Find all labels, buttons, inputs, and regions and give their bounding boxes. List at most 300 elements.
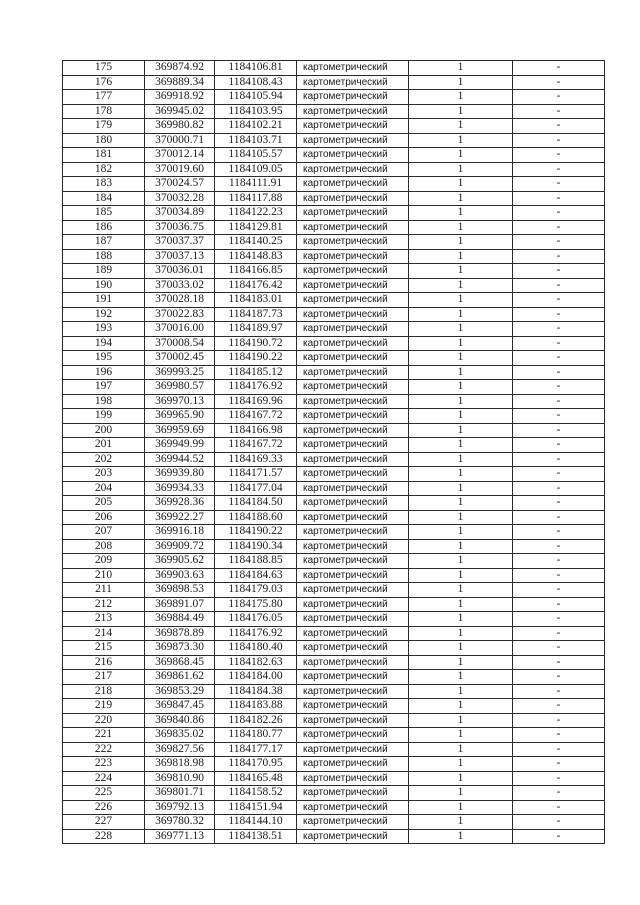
y-coordinate-cell: 1184184.50 [215, 496, 297, 511]
dash-cell: - [513, 829, 605, 844]
dash-cell: - [513, 336, 605, 351]
point-number-cell: 193 [63, 322, 145, 337]
accuracy-cell: 1 [409, 496, 513, 511]
dash-cell: - [513, 670, 605, 685]
point-number-cell: 228 [63, 829, 145, 844]
accuracy-cell: 1 [409, 148, 513, 163]
accuracy-cell: 1 [409, 626, 513, 641]
point-number-cell: 222 [63, 742, 145, 757]
accuracy-cell: 1 [409, 539, 513, 554]
table-row [63, 177, 605, 192]
method-cell: картометрический [297, 612, 409, 627]
dash-cell: - [513, 481, 605, 496]
y-coordinate-cell: 1184175.80 [215, 597, 297, 612]
accuracy-cell: 1 [409, 510, 513, 525]
x-coordinate-cell: 370033.02 [145, 278, 215, 293]
table-row [63, 757, 605, 772]
method-cell: картометрический [297, 641, 409, 656]
table-row [63, 771, 605, 786]
method-cell: картометрический [297, 220, 409, 235]
accuracy-cell: 1 [409, 670, 513, 685]
table-row [63, 162, 605, 177]
point-number-cell: 190 [63, 278, 145, 293]
x-coordinate-cell: 369944.52 [145, 452, 215, 467]
dash-cell: - [513, 452, 605, 467]
accuracy-cell: 1 [409, 380, 513, 395]
accuracy-cell: 1 [409, 336, 513, 351]
table-row [63, 481, 605, 496]
method-cell: картометрический [297, 162, 409, 177]
method-cell: картометрический [297, 655, 409, 670]
method-cell: картометрический [297, 481, 409, 496]
dash-cell: - [513, 467, 605, 482]
dash-cell: - [513, 423, 605, 438]
method-cell: картометрический [297, 119, 409, 134]
x-coordinate-cell: 369993.25 [145, 365, 215, 380]
table-row [63, 452, 605, 467]
point-number-cell: 199 [63, 409, 145, 424]
dash-cell: - [513, 206, 605, 221]
x-coordinate-cell: 369949.99 [145, 438, 215, 453]
y-coordinate-cell: 1184184.63 [215, 568, 297, 583]
table-row [63, 829, 605, 844]
x-coordinate-cell: 369884.49 [145, 612, 215, 627]
dash-cell: - [513, 293, 605, 308]
x-coordinate-cell: 369980.57 [145, 380, 215, 395]
method-cell: картометрический [297, 771, 409, 786]
dash-cell: - [513, 191, 605, 206]
x-coordinate-cell: 370032.28 [145, 191, 215, 206]
table-row [63, 293, 605, 308]
x-coordinate-cell: 369889.34 [145, 75, 215, 90]
method-cell: картометрический [297, 336, 409, 351]
x-coordinate-cell: 369905.62 [145, 554, 215, 569]
method-cell: картометрический [297, 235, 409, 250]
point-number-cell: 204 [63, 481, 145, 496]
dash-cell: - [513, 177, 605, 192]
y-coordinate-cell: 1184167.72 [215, 409, 297, 424]
dash-cell: - [513, 438, 605, 453]
y-coordinate-cell: 1184188.85 [215, 554, 297, 569]
point-number-cell: 219 [63, 699, 145, 714]
method-cell: картометрический [297, 800, 409, 815]
point-number-cell: 221 [63, 728, 145, 743]
accuracy-cell: 1 [409, 815, 513, 830]
point-number-cell: 209 [63, 554, 145, 569]
y-coordinate-cell: 1184182.63 [215, 655, 297, 670]
point-number-cell: 188 [63, 249, 145, 264]
x-coordinate-cell: 369771.13 [145, 829, 215, 844]
y-coordinate-cell: 1184176.92 [215, 626, 297, 641]
dash-cell: - [513, 220, 605, 235]
table-row [63, 742, 605, 757]
y-coordinate-cell: 1184117.88 [215, 191, 297, 206]
point-number-cell: 183 [63, 177, 145, 192]
point-number-cell: 224 [63, 771, 145, 786]
table-row [63, 380, 605, 395]
y-coordinate-cell: 1184144.10 [215, 815, 297, 830]
y-coordinate-cell: 1184169.96 [215, 394, 297, 409]
accuracy-cell: 1 [409, 220, 513, 235]
dash-cell: - [513, 684, 605, 699]
x-coordinate-cell: 369874.92 [145, 61, 215, 76]
method-cell: картометрический [297, 757, 409, 772]
x-coordinate-cell: 369810.90 [145, 771, 215, 786]
accuracy-cell: 1 [409, 641, 513, 656]
y-coordinate-cell: 1184109.05 [215, 162, 297, 177]
accuracy-cell: 1 [409, 235, 513, 250]
point-number-cell: 194 [63, 336, 145, 351]
accuracy-cell: 1 [409, 394, 513, 409]
x-coordinate-cell: 370036.75 [145, 220, 215, 235]
table-row [63, 119, 605, 134]
point-number-cell: 180 [63, 133, 145, 148]
dash-cell: - [513, 133, 605, 148]
x-coordinate-cell: 369934.33 [145, 481, 215, 496]
method-cell: картометрический [297, 249, 409, 264]
table-row [63, 220, 605, 235]
table-row [63, 148, 605, 163]
table-row [63, 235, 605, 250]
point-number-cell: 187 [63, 235, 145, 250]
accuracy-cell: 1 [409, 452, 513, 467]
x-coordinate-cell: 369922.27 [145, 510, 215, 525]
y-coordinate-cell: 1184166.98 [215, 423, 297, 438]
table-row [63, 612, 605, 627]
point-number-cell: 203 [63, 467, 145, 482]
table-row [63, 394, 605, 409]
accuracy-cell: 1 [409, 90, 513, 105]
table-row [63, 641, 605, 656]
method-cell: картометрический [297, 104, 409, 119]
method-cell: картометрический [297, 626, 409, 641]
method-cell: картометрический [297, 351, 409, 366]
dash-cell: - [513, 641, 605, 656]
y-coordinate-cell: 1184165.48 [215, 771, 297, 786]
table-row [63, 670, 605, 685]
dash-cell: - [513, 119, 605, 134]
x-coordinate-cell: 369801.71 [145, 786, 215, 801]
y-coordinate-cell: 1184189.97 [215, 322, 297, 337]
dash-cell: - [513, 380, 605, 395]
dash-cell: - [513, 90, 605, 105]
y-coordinate-cell: 1184183.88 [215, 699, 297, 714]
y-coordinate-cell: 1184190.22 [215, 351, 297, 366]
table-row [63, 510, 605, 525]
method-cell: картометрический [297, 206, 409, 221]
point-number-cell: 181 [63, 148, 145, 163]
y-coordinate-cell: 1184105.57 [215, 148, 297, 163]
point-number-cell: 200 [63, 423, 145, 438]
table-row [63, 409, 605, 424]
method-cell: картометрический [297, 742, 409, 757]
point-number-cell: 225 [63, 786, 145, 801]
method-cell: картометрический [297, 365, 409, 380]
x-coordinate-cell: 369840.86 [145, 713, 215, 728]
table-row [63, 61, 605, 76]
accuracy-cell: 1 [409, 423, 513, 438]
y-coordinate-cell: 1184167.72 [215, 438, 297, 453]
method-cell: картометрический [297, 496, 409, 511]
x-coordinate-cell: 370024.57 [145, 177, 215, 192]
x-coordinate-cell: 369868.45 [145, 655, 215, 670]
point-number-cell: 227 [63, 815, 145, 830]
x-coordinate-cell: 369980.82 [145, 119, 215, 134]
x-coordinate-cell: 370000.71 [145, 133, 215, 148]
dash-cell: - [513, 264, 605, 279]
x-coordinate-cell: 369847.45 [145, 699, 215, 714]
y-coordinate-cell: 1184103.71 [215, 133, 297, 148]
x-coordinate-cell: 370012.14 [145, 148, 215, 163]
y-coordinate-cell: 1184169.33 [215, 452, 297, 467]
dash-cell: - [513, 496, 605, 511]
y-coordinate-cell: 1184177.04 [215, 481, 297, 496]
method-cell: картометрический [297, 177, 409, 192]
method-cell: картометрический [297, 568, 409, 583]
dash-cell: - [513, 539, 605, 554]
point-number-cell: 212 [63, 597, 145, 612]
table-row [63, 684, 605, 699]
x-coordinate-cell: 369861.62 [145, 670, 215, 685]
accuracy-cell: 1 [409, 75, 513, 90]
y-coordinate-cell: 1184182.26 [215, 713, 297, 728]
y-coordinate-cell: 1184180.40 [215, 641, 297, 656]
table-row [63, 90, 605, 105]
y-coordinate-cell: 1184148.83 [215, 249, 297, 264]
method-cell: картометрический [297, 322, 409, 337]
point-number-cell: 197 [63, 380, 145, 395]
point-number-cell: 210 [63, 568, 145, 583]
table-row [63, 554, 605, 569]
point-number-cell: 223 [63, 757, 145, 772]
x-coordinate-cell: 369853.29 [145, 684, 215, 699]
y-coordinate-cell: 1184106.81 [215, 61, 297, 76]
coordinates-table [62, 60, 605, 844]
point-number-cell: 216 [63, 655, 145, 670]
point-number-cell: 215 [63, 641, 145, 656]
dash-cell: - [513, 365, 605, 380]
table-row [63, 307, 605, 322]
point-number-cell: 177 [63, 90, 145, 105]
table-row [63, 539, 605, 554]
method-cell: картометрический [297, 728, 409, 743]
method-cell: картометрический [297, 438, 409, 453]
point-number-cell: 195 [63, 351, 145, 366]
point-number-cell: 206 [63, 510, 145, 525]
table-row [63, 815, 605, 830]
method-cell: картометрический [297, 525, 409, 540]
method-cell: картометрический [297, 380, 409, 395]
y-coordinate-cell: 1184102.21 [215, 119, 297, 134]
accuracy-cell: 1 [409, 742, 513, 757]
point-number-cell: 201 [63, 438, 145, 453]
point-number-cell: 196 [63, 365, 145, 380]
coordinates-table-body [63, 61, 605, 844]
dash-cell: - [513, 815, 605, 830]
dash-cell: - [513, 786, 605, 801]
method-cell: картометрический [297, 61, 409, 76]
method-cell: картометрический [297, 597, 409, 612]
y-coordinate-cell: 1184138.51 [215, 829, 297, 844]
accuracy-cell: 1 [409, 568, 513, 583]
y-coordinate-cell: 1184176.05 [215, 612, 297, 627]
table-row [63, 786, 605, 801]
x-coordinate-cell: 370022.83 [145, 307, 215, 322]
method-cell: картометрический [297, 467, 409, 482]
point-number-cell: 189 [63, 264, 145, 279]
accuracy-cell: 1 [409, 278, 513, 293]
y-coordinate-cell: 1184176.92 [215, 380, 297, 395]
accuracy-cell: 1 [409, 467, 513, 482]
x-coordinate-cell: 369945.02 [145, 104, 215, 119]
accuracy-cell: 1 [409, 104, 513, 119]
table-row [63, 626, 605, 641]
x-coordinate-cell: 369792.13 [145, 800, 215, 815]
method-cell: картометрический [297, 148, 409, 163]
y-coordinate-cell: 1184177.17 [215, 742, 297, 757]
point-number-cell: 202 [63, 452, 145, 467]
table-row [63, 728, 605, 743]
dash-cell: - [513, 409, 605, 424]
dash-cell: - [513, 655, 605, 670]
method-cell: картометрический [297, 539, 409, 554]
accuracy-cell: 1 [409, 684, 513, 699]
x-coordinate-cell: 370037.37 [145, 235, 215, 250]
table-row [63, 191, 605, 206]
dash-cell: - [513, 235, 605, 250]
y-coordinate-cell: 1184171.57 [215, 467, 297, 482]
point-number-cell: 217 [63, 670, 145, 685]
point-number-cell: 185 [63, 206, 145, 221]
dash-cell: - [513, 713, 605, 728]
x-coordinate-cell: 369965.90 [145, 409, 215, 424]
method-cell: картометрический [297, 452, 409, 467]
method-cell: картометрический [297, 75, 409, 90]
method-cell: картометрический [297, 394, 409, 409]
x-coordinate-cell: 369928.36 [145, 496, 215, 511]
table-row [63, 597, 605, 612]
accuracy-cell: 1 [409, 583, 513, 598]
table-row [63, 336, 605, 351]
point-number-cell: 213 [63, 612, 145, 627]
y-coordinate-cell: 1184179.03 [215, 583, 297, 598]
x-coordinate-cell: 369939.80 [145, 467, 215, 482]
dash-cell: - [513, 278, 605, 293]
accuracy-cell: 1 [409, 597, 513, 612]
dash-cell: - [513, 75, 605, 90]
method-cell: картометрический [297, 191, 409, 206]
table-row [63, 351, 605, 366]
method-cell: картометрический [297, 278, 409, 293]
table-row [63, 104, 605, 119]
dash-cell: - [513, 554, 605, 569]
dash-cell: - [513, 742, 605, 757]
table-row [63, 278, 605, 293]
x-coordinate-cell: 369959.69 [145, 423, 215, 438]
y-coordinate-cell: 1184190.72 [215, 336, 297, 351]
table-row [63, 365, 605, 380]
x-coordinate-cell: 369898.53 [145, 583, 215, 598]
x-coordinate-cell: 369909.72 [145, 539, 215, 554]
x-coordinate-cell: 370028.18 [145, 293, 215, 308]
accuracy-cell: 1 [409, 206, 513, 221]
point-number-cell: 176 [63, 75, 145, 90]
x-coordinate-cell: 370008.54 [145, 336, 215, 351]
table-row [63, 249, 605, 264]
accuracy-cell: 1 [409, 771, 513, 786]
y-coordinate-cell: 1184105.94 [215, 90, 297, 105]
accuracy-cell: 1 [409, 322, 513, 337]
accuracy-cell: 1 [409, 699, 513, 714]
method-cell: картометрический [297, 684, 409, 699]
point-number-cell: 208 [63, 539, 145, 554]
table-row [63, 713, 605, 728]
y-coordinate-cell: 1184129.81 [215, 220, 297, 235]
y-coordinate-cell: 1184111.91 [215, 177, 297, 192]
accuracy-cell: 1 [409, 438, 513, 453]
table-row [63, 583, 605, 598]
point-number-cell: 179 [63, 119, 145, 134]
table-row [63, 496, 605, 511]
accuracy-cell: 1 [409, 162, 513, 177]
table-row [63, 423, 605, 438]
accuracy-cell: 1 [409, 829, 513, 844]
point-number-cell: 192 [63, 307, 145, 322]
x-coordinate-cell: 370034.89 [145, 206, 215, 221]
method-cell: картометрический [297, 554, 409, 569]
point-number-cell: 226 [63, 800, 145, 815]
dash-cell: - [513, 510, 605, 525]
y-coordinate-cell: 1184190.34 [215, 539, 297, 554]
accuracy-cell: 1 [409, 612, 513, 627]
y-coordinate-cell: 1184103.95 [215, 104, 297, 119]
accuracy-cell: 1 [409, 191, 513, 206]
accuracy-cell: 1 [409, 786, 513, 801]
accuracy-cell: 1 [409, 655, 513, 670]
x-coordinate-cell: 369818.98 [145, 757, 215, 772]
dash-cell: - [513, 394, 605, 409]
table-row [63, 699, 605, 714]
accuracy-cell: 1 [409, 264, 513, 279]
accuracy-cell: 1 [409, 307, 513, 322]
accuracy-cell: 1 [409, 481, 513, 496]
accuracy-cell: 1 [409, 713, 513, 728]
accuracy-cell: 1 [409, 409, 513, 424]
accuracy-cell: 1 [409, 61, 513, 76]
method-cell: картометрический [297, 133, 409, 148]
y-coordinate-cell: 1184176.42 [215, 278, 297, 293]
method-cell: картометрический [297, 583, 409, 598]
dash-cell: - [513, 525, 605, 540]
accuracy-cell: 1 [409, 554, 513, 569]
method-cell: картометрический [297, 307, 409, 322]
x-coordinate-cell: 369827.56 [145, 742, 215, 757]
y-coordinate-cell: 1184185.12 [215, 365, 297, 380]
y-coordinate-cell: 1184188.60 [215, 510, 297, 525]
table-row [63, 655, 605, 670]
y-coordinate-cell: 1184184.00 [215, 670, 297, 685]
table-row [63, 800, 605, 815]
accuracy-cell: 1 [409, 757, 513, 772]
point-number-cell: 211 [63, 583, 145, 598]
accuracy-cell: 1 [409, 119, 513, 134]
y-coordinate-cell: 1184184.38 [215, 684, 297, 699]
table-row [63, 438, 605, 453]
dash-cell: - [513, 249, 605, 264]
accuracy-cell: 1 [409, 177, 513, 192]
x-coordinate-cell: 370019.60 [145, 162, 215, 177]
point-number-cell: 191 [63, 293, 145, 308]
